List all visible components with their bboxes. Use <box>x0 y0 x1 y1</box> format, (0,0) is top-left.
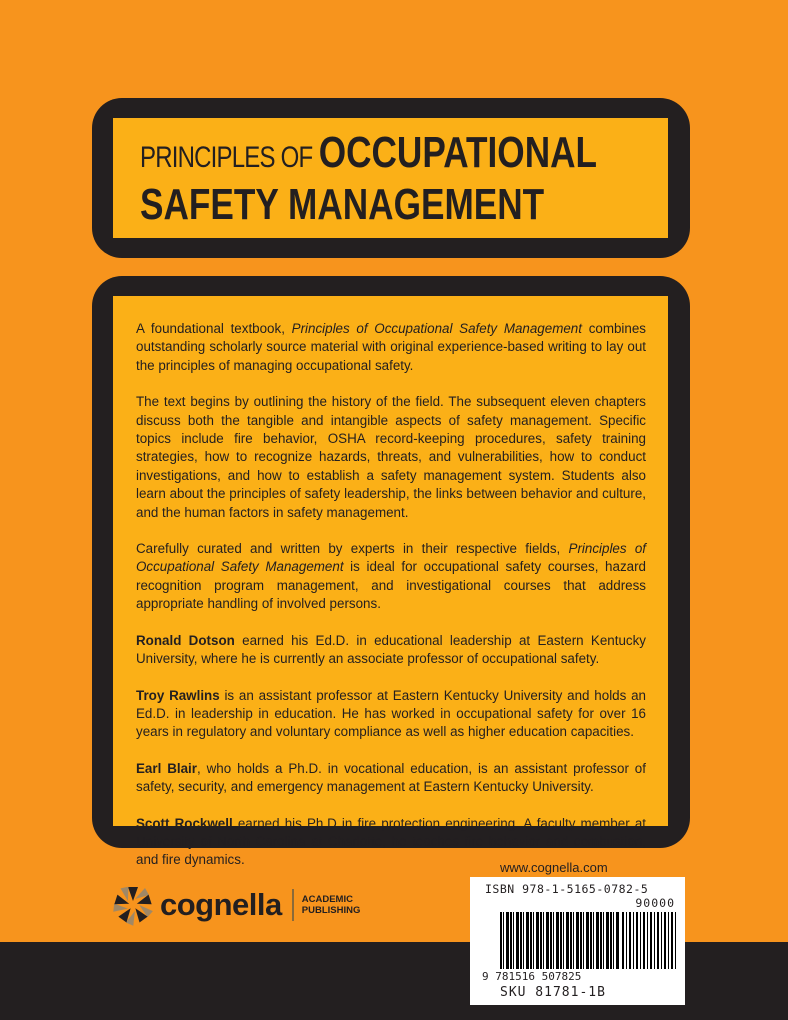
tagline-line1: ACADEMIC <box>301 894 353 905</box>
paragraph-intro <box>136 320 646 375</box>
author-name: Troy Rawlins <box>136 687 220 703</box>
book-title-line2: SAFETY MANAGEMENT <box>140 180 545 229</box>
paragraph-topics: The text begins by outlining the history of the field. The subsequent eleven chapters discuss both the tangible and intangible aspects of safety management. Specific topics include fire behavior, OSHA record-keeping procedures, safety training strategies, how to recognize hazards, threats, and vulnerabilities, how to conduct investigations, and how to establish a safety management system. Students also learn about the principles of safety leadership, the links between behavior and culture, and the human factors in safety management. <box>136 394 646 520</box>
text: Carefully curated and written by experts in their respective fields, <box>136 541 569 557</box>
author-name: Ronald Dotson <box>136 632 235 648</box>
cognella-logo-icon <box>112 884 154 926</box>
author-bio <box>136 687 646 742</box>
isbn-barcode <box>470 877 685 1005</box>
text: combines outstanding scholarly source material with original experience-based writing to lay out the principles of managing occupational safety. <box>136 321 647 373</box>
price-code: 90000 <box>635 896 675 910</box>
book-title-italic: Principles of Occupational Safety Management <box>291 321 582 336</box>
isbn-text: ISBN 978-1-5165-0782-5 <box>485 882 649 896</box>
description-text <box>136 320 646 870</box>
book-title-line1 <box>140 128 660 178</box>
logo-divider <box>292 889 294 921</box>
text: A foundational textbook, <box>136 321 292 336</box>
text: is ideal for occupational safety courses, hazard recognition program management, and investigational courses that address appropriate handling of involved persons. <box>136 559 646 612</box>
publisher-tagline <box>302 894 361 916</box>
author-bio-text: is an assistant professor at Eastern Kentucky University and holds an Ed.D. in leadership in education. He has worked in occupational safety for over 16 years in regulatory and voluntary compliance as well as higher education capacities. <box>136 687 646 740</box>
author-bio <box>136 760 646 797</box>
author-bio-text: , who holds a Ph.D. in vocational education, is an assistant professor of safety, security, and emergency management at Eastern Kentucky University. <box>136 760 646 795</box>
title-prefix: PRINCIPLES OF <box>140 141 313 174</box>
sku-text: SKU 81781-1B <box>500 985 606 1000</box>
price-barcode-bars <box>622 912 676 969</box>
publisher-logo <box>112 884 360 926</box>
barcode-bars <box>500 912 620 969</box>
paragraph-audience <box>136 540 646 614</box>
author-name: Scott Rockwell <box>136 815 233 831</box>
publisher-url: www.cognella.com <box>500 860 608 875</box>
author-bio-text: earned his Ed.D. in educational leadership at Eastern Kentucky University, where he is currently an associate professor of occupational safety. <box>136 632 647 667</box>
author-name: Earl Blair <box>136 760 197 776</box>
tagline-line2: PUBLISHING <box>301 905 361 916</box>
author-bio-text: earned his Ph.D in fire protection engineering. A faculty member at University of North Carolina at Charlotte, he teaches fire behavior and combustion, and fire dynamics. <box>136 815 646 868</box>
publisher-name: cognella <box>160 887 282 922</box>
barcode-digits: 9 781516 507825 <box>482 970 582 983</box>
author-bio <box>136 632 646 669</box>
book-title-italic: Principles of Occupational Safety Management <box>136 541 646 575</box>
title-line1: OCCUPATIONAL <box>318 128 598 177</box>
